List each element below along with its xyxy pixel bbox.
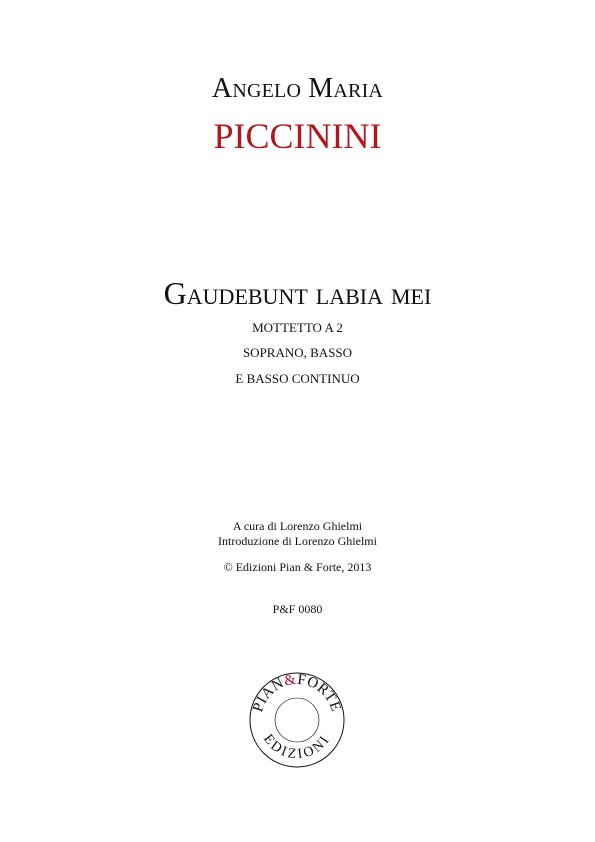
seal-inner-ring bbox=[275, 698, 319, 742]
publisher-seal-logo bbox=[247, 670, 347, 770]
work-title: Gaudebunt labia mei bbox=[163, 275, 432, 311]
subtitle-line-voices: SOPRANO, BASSO bbox=[242, 345, 353, 360]
catalog-number: P&F 0080 bbox=[272, 602, 323, 616]
publisher-seal-svg bbox=[247, 670, 347, 770]
composer-surname: PICCININI bbox=[213, 116, 382, 156]
seal-text-top: PIAN&FORTE bbox=[250, 671, 344, 715]
copyright-notice: © Edizioni Pian & Forte, 2013 bbox=[223, 560, 372, 574]
introduction-credit: Introduzione di Lorenzo Ghielmi bbox=[218, 534, 377, 548]
seal-text-bottom: EDIZIONI bbox=[260, 731, 334, 763]
editor-credit: A cura di Lorenzo Ghielmi bbox=[232, 519, 363, 533]
composer-first-names: Angelo Maria bbox=[211, 73, 384, 104]
subtitle-line-genre: MOTTETTO A 2 bbox=[252, 320, 343, 335]
subtitle-line-continuo: E BASSO CONTINUO bbox=[235, 371, 360, 386]
